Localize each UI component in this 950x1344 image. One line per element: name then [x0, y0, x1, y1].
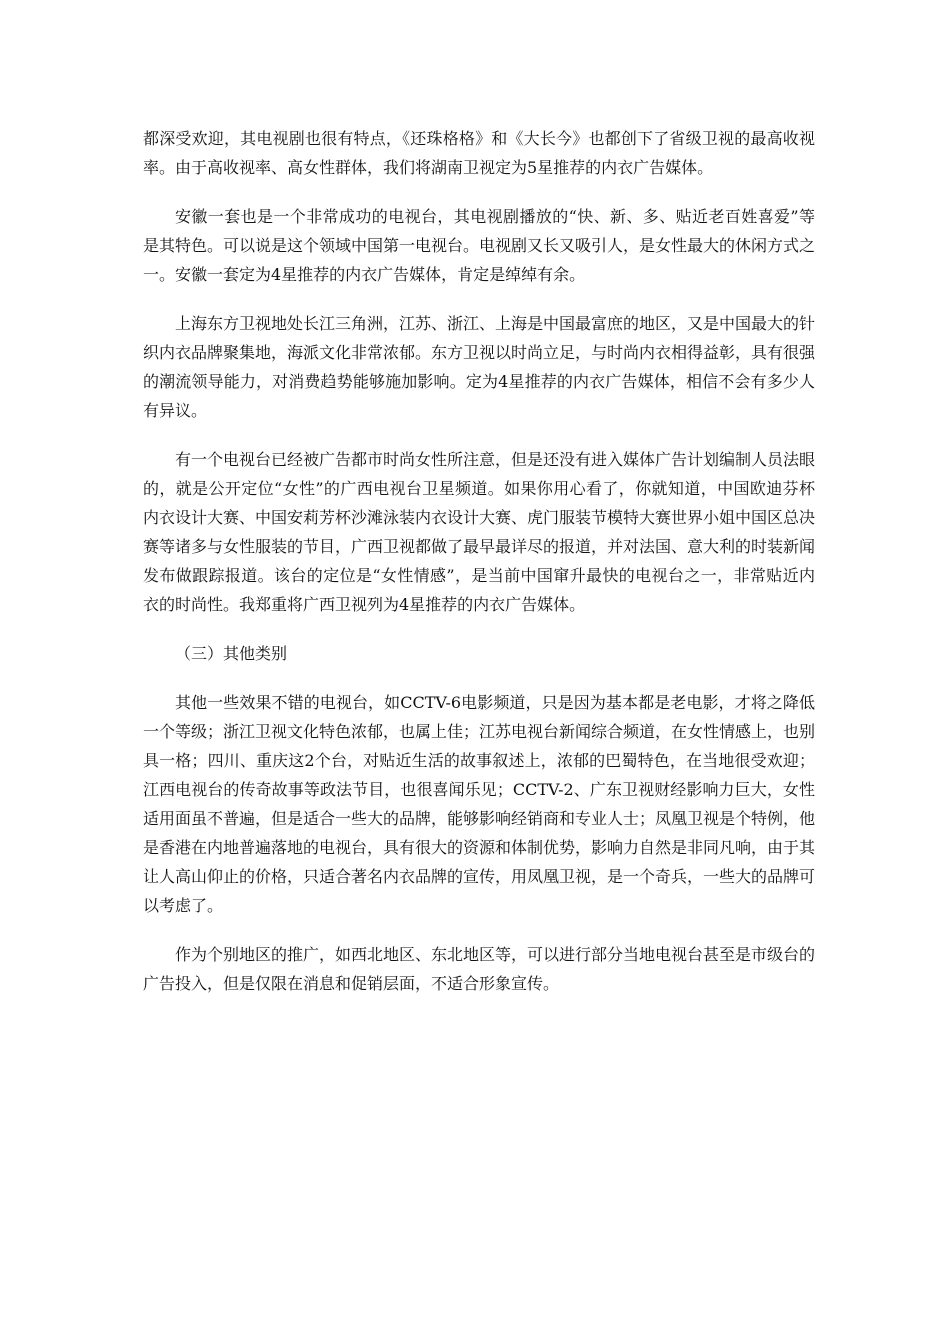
section-heading-other-categories: （三）其他类别 — [175, 644, 288, 663]
document-body — [143, 124, 815, 1018]
paragraph-other-stations: 其他一些效果不错的电视台，如CCTV-6电影频道，只是因为基本都是老电影，才将之降低一个等级；浙江卫视文化特色浓郁，也属上佳；江苏电视台新闻综合频道，在女性情感上，也别具一格；四川、重庆这2个台，对贴近生活的故事叙述上，浓郁的巴蜀特色，在当地很受欢迎；江西电视台的传奇故事等政法节目，也很喜闻乐见；CCTV-2、广东卫视财经影响力巨大，女性适用面虽不普遍，但是适合一些大的品牌，能够影响经销商和专业人士；凤凰卫视是个特例，他是香港在内地普遍落地的电视台，具有很大的资源和体制优势，影响力自然是非同凡响，由于其让人高山仰止的价格，只适合著名内衣品牌的宣传，用凤凰卫视，是一个奇兵，一些大的品牌可以考虑了。 — [143, 693, 816, 915]
paragraph-hunan-continued: 都深受欢迎，其电视剧也很有特点，《还珠格格》和《大长今》也都创下了省级卫视的最高收视率。由于高收视率、高女性群体，我们将湖南卫视定为5星推荐的内衣广告媒体。 — [143, 129, 815, 177]
paragraph-shanghai-dragon-tv: 上海东方卫视地处长江三角洲，江苏、浙江、上海是中国最富庶的地区，又是中国最大的针织内衣品牌聚集地，海派文化非常浓郁。东方卫视以时尚立足，与时尚内衣相得益彰，具有很强的潮流领导能力，对消费趋势能够施加影响。定为4星推荐的内衣广告媒体，相信不会有多少人有异议。 — [143, 314, 816, 420]
paragraph-regional-promotion: 作为个别地区的推广，如西北地区、东北地区等，可以进行部分当地电视台甚至是市级台的广告投入，但是仅限在消息和促销层面，不适合形象宣传。 — [143, 945, 816, 993]
paragraph-anhui: 安徽一套也是一个非常成功的电视台，其电视剧播放的“快、新、多、贴近老百姓喜爱”等是其特色。可以说是这个领域中国第一电视台。电视剧又长又吸引人，是女性最大的休闲方式之一。安徽一套定为4星推荐的内衣广告媒体，肯定是绰绰有余。 — [143, 207, 816, 284]
paragraph-guangxi: 有一个电视台已经被广告都市时尚女性所注意，但是还没有进入媒体广告计划编制人员法眼的，就是公开定位“女性”的广西电视台卫星频道。如果你用心看了，你就知道，中国欧迪芬杯内衣设计大赛、中国安莉芳杯沙滩泳装内衣设计大赛、虎门服装节模特大赛世界小姐中国区总决赛等诸多与女性服装的节目，广西卫视都做了最早最详尽的报道，并对法国、意大利的时装新闻发布做跟踪报道。该台的定位是“女性情感”，是当前中国窜升最快的电视台之一，非常贴近内衣的时尚性。我郑重将广西卫视列为4星推荐的内衣广告媒体。 — [143, 450, 816, 614]
